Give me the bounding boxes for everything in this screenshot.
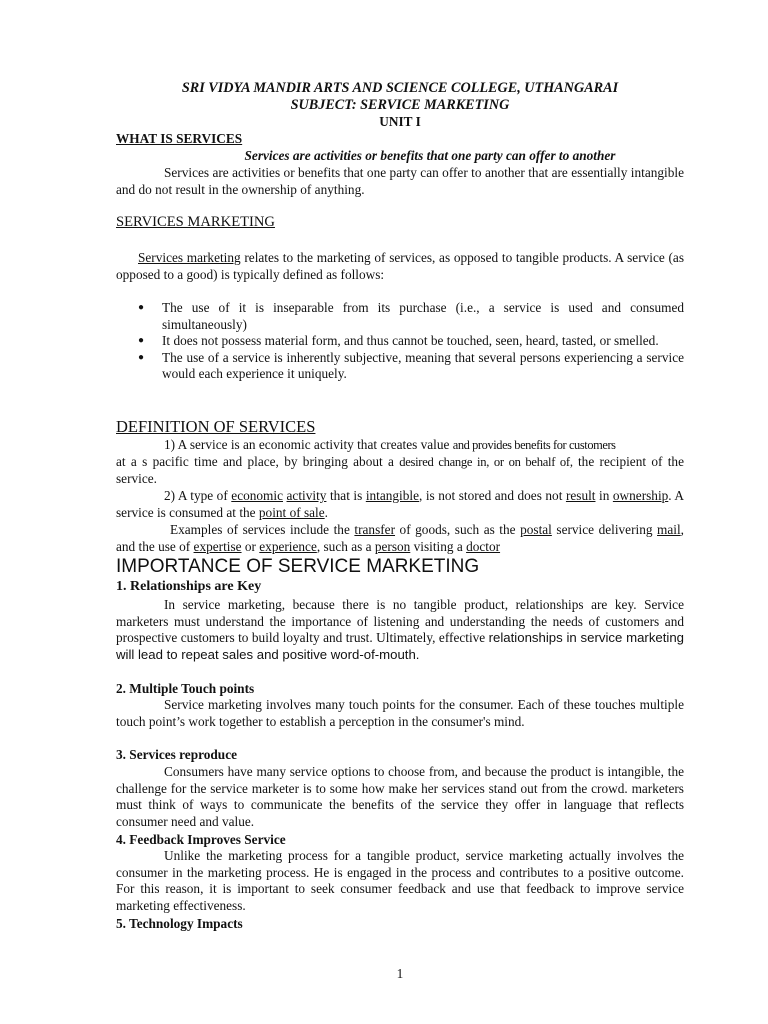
services-marketing-heading: SERVICES MARKETING — [116, 214, 275, 230]
section-3-title: 3. Services reproduce — [116, 747, 238, 762]
definition-paragraph-1: 1) A service is an economic activity that creates value and provides benefits for customers — [164, 437, 616, 452]
link-transfer[interactable]: transfer — [354, 522, 396, 537]
definition-heading: DEFINITION OF SERVICES — [116, 417, 316, 436]
link-ownership[interactable]: ownership — [612, 488, 669, 503]
link-person[interactable]: person — [374, 538, 411, 554]
importance-heading: IMPORTANCE OF SERVICE MARKETING — [116, 556, 480, 577]
services-marketing-body-text: relates to the marketing of services, as opposed to tangible products. A service (as opposed to a good) is typically defined as follows: — [116, 250, 685, 282]
section-3-body: Consumers have many service options to choose from, and because the product is intangible, the challenge for the service marketer is to some how make her services stand out from the crowd. marketers must think of ways to communicate the benefits of the service they offer in language that reflects consumer need and value. — [116, 764, 684, 829]
link-postal[interactable]: postal — [520, 522, 552, 537]
what-is-services-body: Services are activities or benefits that one party can offer to another that are essentially intangible and do not result in the ownership of anything. — [116, 165, 684, 197]
link-experience[interactable]: experience — [259, 538, 317, 554]
service-characteristics-list — [116, 300, 684, 383]
section-4-body: Unlike the marketing process for a tangible product, service marketing actually involves the consumer in the marketing process. He is engaged in the process and contributes to a positive outcome. For this reason, it is important to seek consumer feedback and use that feedback to improve service marketing effectiveness. — [116, 848, 684, 913]
bullet-icon: ● — [138, 335, 145, 347]
link-mail[interactable]: mail — [657, 522, 681, 537]
list-item: ● The use of it is inseparable from its purchase (i.e., a service is used and consumed simultaneously) — [138, 300, 684, 332]
section-5-title: 5. Technology Impacts — [116, 916, 243, 931]
link-economic[interactable]: economic — [231, 488, 283, 503]
definition-paragraph-1-cont: at a s pacific time and place, by bringing about a desired change in, or on behalf of, the recipient of the service. — [116, 454, 684, 486]
list-item: ● The use of a service is inherently subjective, meaning that several persons experiencing a service would each experience it uniquely. — [138, 349, 684, 382]
college-title: SRI VIDYA MANDIR ARTS AND SCIENCE COLLEGE, UTHANGARAI — [181, 80, 619, 96]
section-1-title: 1. Relationships are Key — [116, 579, 262, 594]
link-expertise[interactable]: expertise — [193, 538, 242, 554]
section-1-body: In service marketing, because there is no tangible product, relationships are key. Service marketers must understand the importance of listening and understanding the needs of customers and prospective customers to build loyalty and trust. Ultimately, effective relationships in service marketing will lead to repeat sales and positive word-of-mouth. — [116, 597, 685, 662]
what-is-services-subtitle: Services are activities or benefits that one party can offer to another — [244, 148, 616, 163]
link-point-of-sale[interactable]: point of sale — [258, 504, 325, 520]
page-number: 1 — [396, 966, 404, 981]
section-2-title: 2. Multiple Touch points — [116, 681, 255, 696]
subject-title: SUBJECT: SERVICE MARKETING — [290, 97, 510, 113]
bullet-icon: ● — [138, 302, 145, 313]
link-intangible[interactable]: intangible — [365, 488, 419, 503]
services-marketing-body — [116, 250, 684, 283]
unit-title: UNIT I — [379, 114, 421, 129]
what-is-services-heading: WHAT IS SERVICES — [116, 131, 243, 146]
link-doctor[interactable]: doctor — [466, 538, 501, 554]
definition-paragraph-2: 2) A type of economic activity that is intangible, is not stored and does not result in ownership. A service is consumed at the point of sale. — [116, 488, 685, 520]
link-result[interactable]: result — [565, 488, 596, 503]
link-activity[interactable]: activity — [286, 488, 327, 503]
list-item: ● It does not possess material form, and thus cannot be touched, seen, heard, tasted, or smelled. — [138, 333, 659, 349]
section-2-body: Service marketing involves many touch points for the consumer. Each of these touches multiple touch point’s work together to establish a perception in the consumer's mind. — [116, 697, 684, 729]
section-4-title: 4. Feedback Improves Service — [116, 832, 286, 847]
services-marketing-link[interactable]: Services marketing — [138, 250, 241, 265]
definition-paragraph-3: Examples of services include the transfer of goods, such as the postal service delivering mail, and the use of expertise or experience, such as a person visiting a doctor — [116, 522, 684, 554]
bullet-icon: ● — [138, 351, 145, 363]
